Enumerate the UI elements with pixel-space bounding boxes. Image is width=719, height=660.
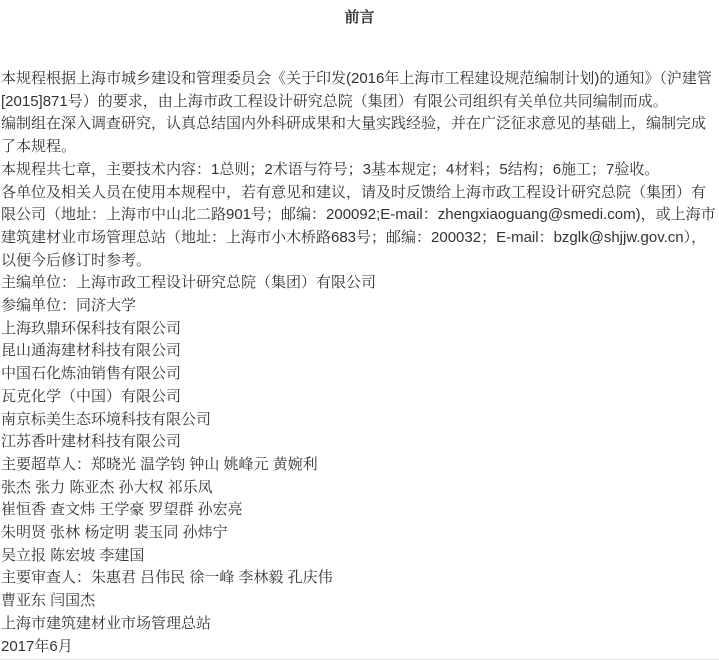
paragraph: 主要超草人：郑晓光 温学钧 钟山 姚峰元 黄婉利 (1, 455, 318, 473)
page-title: 前言 (344, 9, 375, 26)
paragraph: 昆山通海建材科技有限公司 (1, 342, 182, 360)
paragraph: 参编单位：同济大学 (1, 297, 137, 315)
paragraph: 朱明贤 张林 杨定明 裴玉同 孙炜宁 (1, 524, 228, 542)
paragraph: 本规程共七章，主要技术内容：1总则；2术语与符号；3基本规定；4材料；5结构；6施工；7验收。 (1, 160, 660, 178)
paragraph: 南京标美生态环境科技有限公司 (1, 410, 212, 428)
paragraph: 张杰 张力 陈亚杰 孙大权 祁乐凤 (1, 478, 213, 496)
document-body (0, 68, 719, 658)
paragraph: 江苏香叶建材科技有限公司 (1, 433, 182, 451)
paragraph: 吴立报 陈宏坡 李建国 (1, 546, 145, 564)
paragraph: 崔恒香 查文炜 王学豪 罗望群 孙宏亮 (1, 501, 243, 519)
paragraph: 曹亚东 闫国杰 (1, 592, 96, 610)
paragraph: 瓦克化学（中国）有限公司 (1, 387, 182, 405)
paragraph: 中国石化炼油销售有限公司 (1, 365, 182, 383)
paragraph: 主编单位：上海市政工程设计研究总院（集团）有限公司 (1, 274, 377, 292)
paragraph: 各单位及相关人员在使用本规程中，若有意见和建议，请及时反馈给上海市政工程设计研究总院（集团）有限公司（地址：上海市中山北二路901号；邮编：200092;E-mail：zhengxiaoguang@smedi.com)，或上海市建筑建材业市场管理总站（地址：上海市小木桥路683号；邮编：200032；E-mail：bzglk@shjjw.gov.cn），以便今后修订时参考。 (1, 183, 716, 269)
paragraph: 本规程根据上海市城乡建设和管理委员会《关于印发(2016年上海市工程建设规范编制计划)的通知》（沪建管[2015]871号）的要求，由上海市政工程设计研究总院（集团）有限公司组织有关单位共同编制而成。 (1, 70, 712, 110)
paragraph: 主要审查人：朱惠君 吕伟民 徐一峰 李林毅 孔庆伟 (1, 569, 333, 587)
paragraph: 上海市建筑建材业市场管理总站 (1, 614, 212, 632)
paragraph: 编制组在深入调查研究，认真总结国内外科研成果和大量实践经验，并在广泛征求意见的基础上，编制完成了本规程。 (1, 115, 707, 156)
paragraph: 2017年6月 (1, 637, 73, 655)
paragraph: 上海玖鼎环保科技有限公司 (1, 319, 182, 337)
